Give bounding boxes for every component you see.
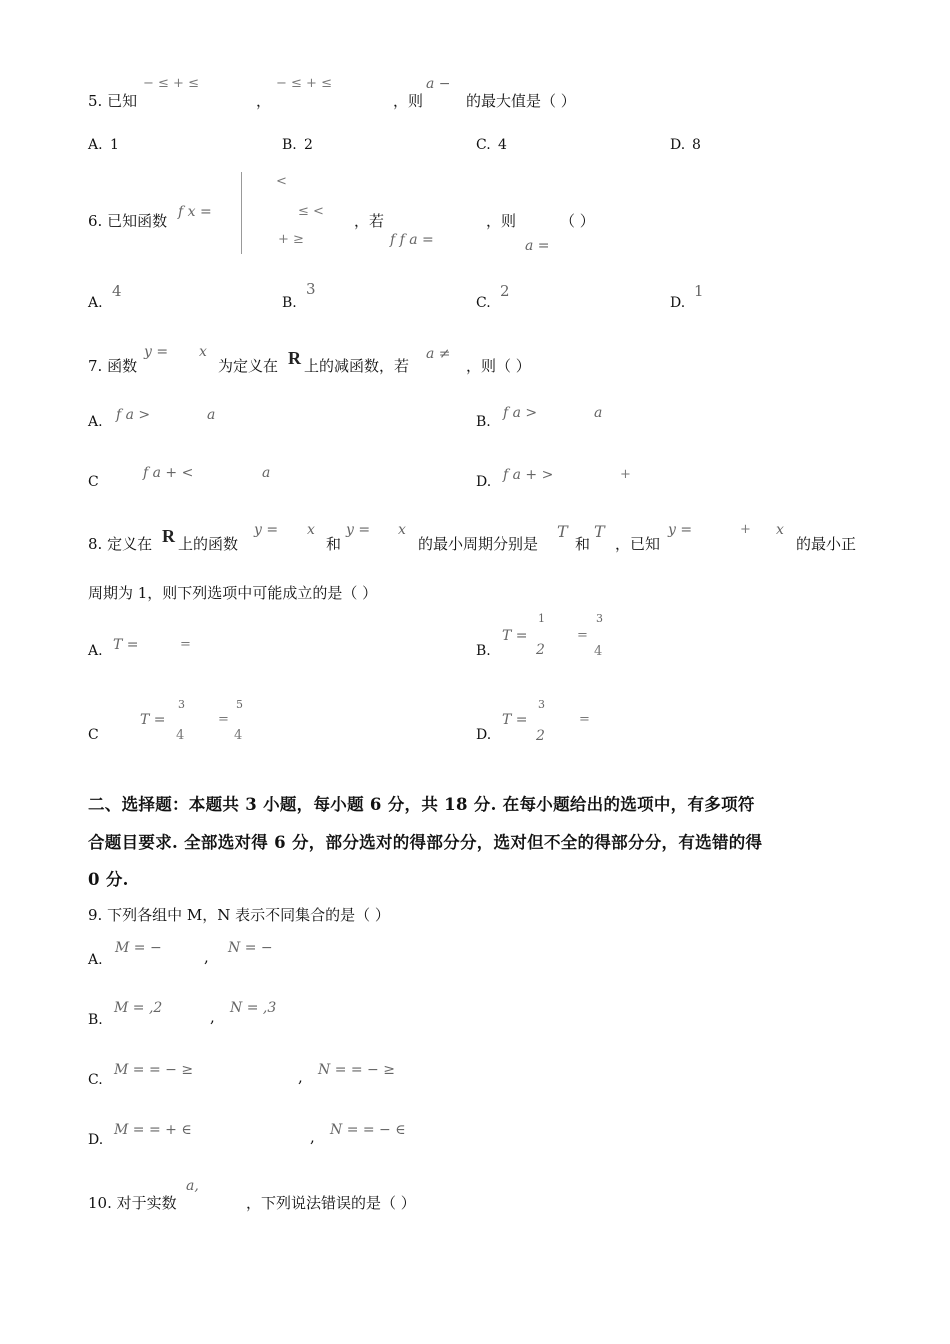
option-label: C. — [88, 1072, 103, 1088]
q7-x: x — [199, 344, 207, 360]
q6-cond: f f a = — [390, 232, 434, 248]
q8-line2: 周期为 1，则下列选项中可能成立的是（ ） — [88, 584, 378, 602]
option-label: C — [88, 474, 99, 490]
q5-cond1: − ≤ + ≤ — [143, 76, 199, 91]
option-expr-right: = — [577, 628, 588, 643]
separator-comma: , — [298, 1068, 303, 1086]
option-label: C — [88, 727, 99, 743]
q10-ab: a, — [186, 1178, 199, 1194]
q7-aneq: a ≠ — [426, 346, 451, 362]
q8-x3: x — [776, 522, 784, 538]
option-label: D. — [670, 137, 686, 153]
q8-plus: + — [740, 522, 751, 537]
real-numbers-symbol: R — [288, 348, 301, 368]
q8-mid3: ，已知 — [615, 535, 661, 553]
fraction-numerator: 3 — [178, 698, 185, 711]
option-value: 1 — [694, 282, 704, 300]
option-value: 4 — [112, 282, 122, 300]
q5-expr: a − — [426, 76, 451, 92]
q8-T1: T — [557, 522, 568, 541]
q8-x2: x — [398, 522, 406, 538]
option-label: B. — [88, 1012, 103, 1028]
option-expr-left: T = — [113, 637, 139, 653]
option-expr-left: T = — [502, 712, 528, 728]
q6-case1: < — [276, 174, 287, 189]
option-label: C. — [476, 295, 491, 311]
option-expr-left: T = — [502, 628, 528, 644]
fraction-numerator: 3 — [538, 698, 545, 711]
fraction-denominator: 4 — [594, 644, 603, 659]
option-expr-left: f a + < — [143, 465, 194, 481]
option-label: B. — [476, 414, 491, 430]
q8-stem: 8. 定义在 — [88, 535, 153, 553]
option-label: D. — [476, 727, 492, 743]
set-n: N = − — [228, 940, 273, 956]
q8-mid2: 的最小周期分别是 — [418, 535, 539, 553]
option-expr-left: f a > — [503, 405, 538, 421]
q8-mid: 上的函数 — [178, 535, 239, 553]
set-n: N = = − ≥ — [318, 1062, 395, 1078]
q7-mid: 为定义在 — [218, 357, 279, 375]
q5-cond2: − ≤ + ≤ — [276, 76, 332, 91]
option-expr-right: a — [207, 407, 216, 423]
option-label: A. — [88, 643, 103, 659]
q8-y2: y = — [346, 522, 371, 538]
option-label: A. — [88, 414, 103, 430]
separator-comma: , — [310, 1128, 315, 1146]
option-expr-right: a — [594, 405, 603, 421]
option-label: C. — [476, 137, 491, 153]
option-label: A. — [88, 137, 103, 153]
option-expr-right: = — [579, 712, 590, 727]
q8-T2: T — [594, 522, 605, 541]
fraction-denominator: 4 — [176, 728, 185, 743]
q6-case2: ≤ < — [298, 204, 324, 219]
set-n: N = = − ∈ — [330, 1122, 406, 1138]
option-expr-left: f a + > — [503, 467, 554, 483]
fraction-numerator: 5 — [236, 698, 243, 711]
q6-paren: （ ） — [560, 212, 595, 230]
option-value: 2 — [304, 137, 313, 153]
section-2-line-1: 二、选择题：本题共 3 小题，每小题 6 分，共 18 分. 在每小题给出的选项中，有多项符 — [88, 795, 755, 814]
q5-comma: ， — [256, 92, 272, 110]
fraction-denominator: 4 — [234, 728, 243, 743]
q6-ruo: ，若 — [354, 212, 385, 230]
separator-comma: , — [210, 1008, 215, 1026]
fraction-denominator: 2 — [536, 728, 545, 744]
q7-stem: 7. 函数 — [88, 357, 138, 375]
option-expr-right: = — [180, 637, 191, 652]
q9-stem: 9. 下列各组中 M，N 表示不同集合的是（ ） — [88, 906, 390, 924]
option-label: B. — [282, 137, 297, 153]
option-label: D. — [88, 1132, 104, 1148]
option-expr-right: = — [218, 712, 229, 727]
option-value: 1 — [110, 137, 119, 153]
option-expr-right: + — [620, 467, 631, 482]
q8-and: 和 — [326, 535, 342, 553]
q5-stem: 5. 已知 — [88, 92, 138, 110]
q8-tail: 的最小正 — [796, 535, 857, 553]
option-label: D. — [670, 295, 686, 311]
option-label: A. — [88, 295, 103, 311]
real-numbers-symbol: R — [162, 526, 175, 546]
option-value: 8 — [692, 137, 701, 153]
q7-tail: ，则（ ） — [466, 357, 531, 375]
option-value: 4 — [498, 137, 507, 153]
q8-y1: y = — [254, 522, 279, 538]
option-expr-right: a — [262, 465, 271, 481]
option-expr-left: T = — [140, 712, 166, 728]
set-n: N = ,3 — [230, 1000, 277, 1016]
set-m: M = − — [115, 940, 162, 956]
option-value: 3 — [306, 280, 316, 298]
fraction-numerator: 3 — [596, 612, 603, 625]
q10-tail: ，下列说法错误的是（ ） — [246, 1194, 416, 1212]
option-label: A. — [88, 952, 103, 968]
q5-then: ，则 — [393, 92, 424, 110]
q10-stem: 10. 对于实数 — [88, 1194, 177, 1212]
option-label: B. — [282, 295, 297, 311]
fraction-numerator: 1 — [538, 612, 545, 625]
q6-aeq: a = — [525, 238, 550, 254]
q6-stem: 6. 已知函数 — [88, 212, 168, 230]
q6-fx: f x = — [178, 204, 212, 220]
option-expr-left: f a > — [116, 407, 151, 423]
q7-mid2: 上的减函数，若 — [304, 357, 410, 375]
set-m: M = = + ∈ — [114, 1122, 192, 1138]
separator-comma: , — [204, 948, 209, 966]
option-value: 2 — [500, 282, 510, 300]
q5-tail: 的最大值是（ ） — [466, 92, 576, 110]
section-2-line-2: 合题目要求. 全部选对得 6 分，部分选对的得部分分，选对但不全的得部分分，有选错的得 — [88, 833, 763, 852]
set-m: M = ,2 — [114, 1000, 163, 1016]
set-m: M = = − ≥ — [114, 1062, 194, 1078]
section-2-line-3: 0 分. — [88, 870, 129, 889]
q7-yeq: y = — [144, 344, 169, 360]
piecewise-brace — [241, 172, 248, 254]
q8-x1: x — [307, 522, 315, 538]
q8-and2: 和 — [575, 535, 591, 553]
option-label: D. — [476, 474, 492, 490]
option-label: B. — [476, 643, 491, 659]
fraction-denominator: 2 — [536, 642, 545, 658]
q8-y3: y = — [668, 522, 693, 538]
q6-case3: + ≥ — [278, 232, 304, 247]
q6-then: ，则 — [486, 212, 517, 230]
